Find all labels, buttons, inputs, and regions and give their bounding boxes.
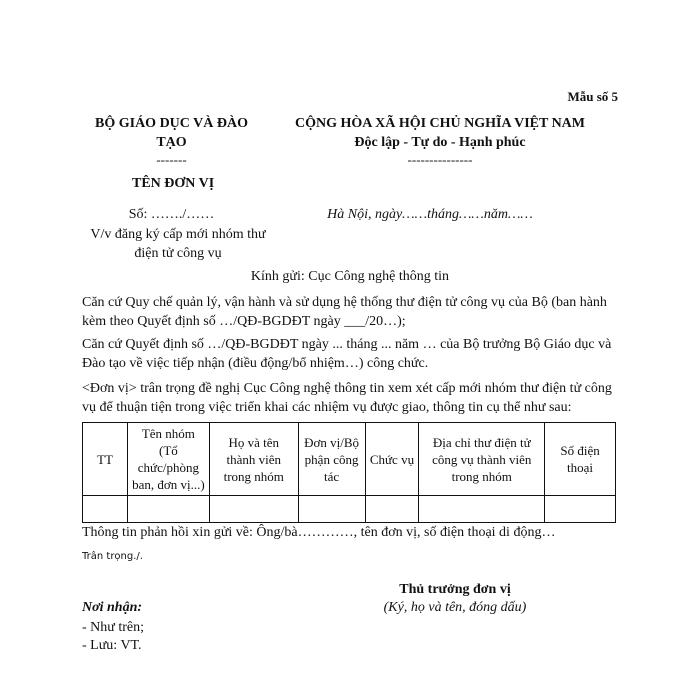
table-cell: [419, 496, 545, 523]
closing-regards: Trân trọng./.: [82, 551, 143, 562]
signer-title: Thủ trưởng đơn vị: [399, 582, 511, 597]
national-title: CỘNG HÒA XÃ HỘI CHỦ NGHĨA VIỆT NAM: [294, 116, 585, 131]
place-date: Hà Nội, ngày……tháng……năm……: [327, 207, 533, 222]
table-cell: [127, 496, 209, 523]
header-cell-phone: Số điện thoại: [545, 423, 616, 496]
paragraph-legal-basis-1: Căn cứ Quy chế quản lý, vận hành và sử dụng hệ thống thư điện tử công vụ của Bộ (ban hành kèm theo Quyết định số …/QĐ-BGDĐT ngày ___/20…);: [82, 295, 607, 329]
header-cell-member-name: Họ và tên thành viên trong nhóm: [209, 423, 298, 496]
form-code: Mẫu số 5: [567, 89, 618, 104]
document-subject: V/v đăng ký cấp mới nhóm thư điện tử công vụ: [90, 227, 266, 261]
header-cell-department: Đơn vị/Bộ phận công tác: [298, 423, 365, 496]
recipient-item: - Lưu: VT.: [82, 638, 142, 653]
header-cell-email: Địa chỉ thư điện tử công vụ thành viên trong nhóm: [419, 423, 545, 496]
unit-name: TÊN ĐƠN VỊ: [132, 176, 215, 191]
header-cell-tt: TT: [83, 423, 128, 496]
table-cell: [298, 496, 365, 523]
table-row: [83, 496, 616, 523]
national-divider: ---------------: [407, 152, 473, 167]
request-table: [82, 422, 616, 523]
paragraph-legal-basis-2: Căn cứ Quyết định số …/QĐ-BGDĐT ngày ... tháng ... năm … của Bộ trưởng Bộ Giáo dục và Đào tạo về việc tiếp nhận (điều động/bổ nhiệm…) công chức.: [82, 337, 612, 371]
signer-note: (Ký, họ và tên, đóng dấu): [383, 600, 527, 615]
recipient-line: Kính gửi: Cục Công nghệ thông tin: [250, 269, 450, 284]
table-cell: [209, 496, 298, 523]
table-cell: [365, 496, 419, 523]
recipient-item: - Như trên;: [82, 620, 145, 635]
table-cell: [83, 496, 128, 523]
table-header-row: [83, 423, 616, 496]
document-number: Số: ……./……: [128, 207, 215, 222]
recipients-title: Nơi nhận:: [82, 600, 143, 615]
feedback-line: Thông tin phản hồi xin gửi về: Ông/bà…………, tên đơn vị, số điện thoại di động…: [82, 525, 556, 540]
national-motto: Độc lập - Tự do - Hạnh phúc: [354, 135, 526, 150]
table-cell: [545, 496, 616, 523]
paragraph-request: <Đơn vị> trân trọng đề nghị Cục Công nghệ thông tin xem xét cấp mới nhóm thư điện tử công vụ để thuận tiện trong việc triển khai các nhiệm vụ được giao, thông tin cụ thể như sau:: [82, 381, 612, 415]
header-cell-group-name: Tên nhóm (Tổ chức/phòng ban, đơn vị...): [127, 423, 209, 496]
header-cell-position: Chức vụ: [365, 423, 419, 496]
ministry-divider: -------: [156, 152, 187, 167]
ministry-name: BỘ GIÁO DỤC VÀ ĐÀO TẠO: [95, 116, 248, 150]
